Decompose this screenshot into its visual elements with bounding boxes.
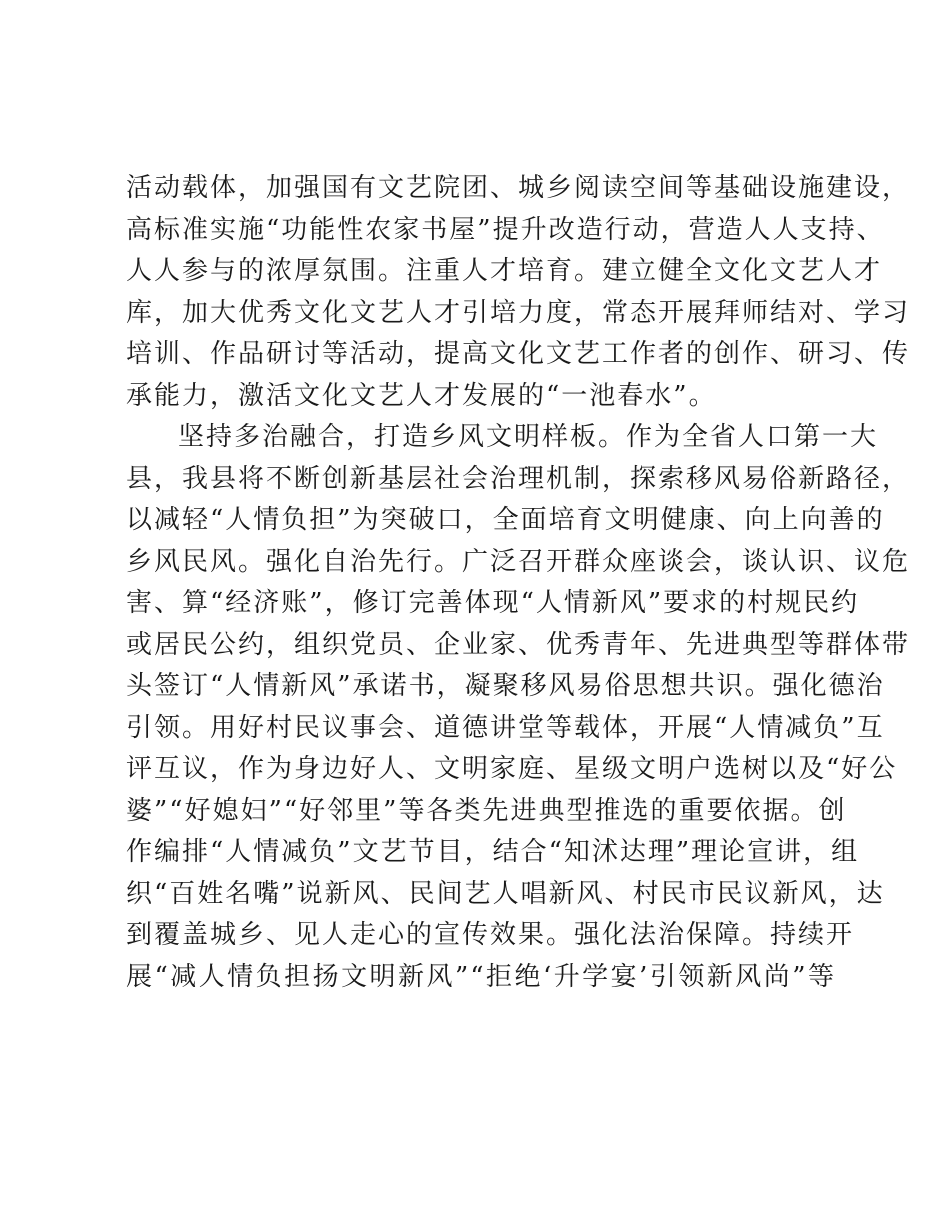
text-line: 承能力，激活文化文艺人才发展的“一池春水”。	[126, 380, 717, 411]
text-line: 库，加大优秀文化文艺人才引培力度，常态开展拜师结对、学习	[126, 297, 911, 328]
text-line: 活动载体，加强国有文艺院团、城乡阅读空间等基础设施建设，	[126, 173, 911, 203]
text-line: 乡风民风。强化自治先行。广泛召开群众座谈会，谈认识、议危	[126, 546, 911, 577]
text-line: 到覆盖城乡、见人走心的宣传效果。强化法治保障。持续开	[126, 920, 855, 950]
text-line: 头签订“人情新风”承诺书，凝聚移风易俗思想共识。强化德治	[126, 671, 885, 701]
document-body	[126, 168, 911, 998]
text-line: 人人参与的浓厚氛围。注重人才培育。建立健全文化文艺人才	[126, 256, 883, 286]
text-line: 县，我县将不断创新基层社会治理机制，探索移风易俗新路径，	[126, 463, 911, 494]
text-line: 或居民公约，组织党员、企业家、优秀青年、先进典型等群体带	[126, 629, 911, 660]
text-line: 织“百姓名嘴”说新风、民间艺人唱新风、村民市民议新风，达	[126, 878, 885, 909]
text-line: 作编排“人情减负”文艺节目，结合“知沭达理”理论宣讲，组	[126, 837, 860, 867]
text-line: 培训、作品研讨等活动，提高文化文艺工作者的创作、研习、传	[126, 339, 911, 369]
text-line: 评互议，作为身边好人、文明家庭、星级文明户选树以及“好公	[126, 754, 898, 784]
paragraph-first-line: 坚持多治融合，打造乡风文明样板。作为全省人口第一大	[178, 422, 879, 452]
text-line: 高标准实施“功能性农家书屋”提升改造行动，营造人人支持、	[126, 214, 885, 245]
text-line: 婆”“好媳妇”“好邻里”等各类先进典型推选的重要依据。创	[126, 795, 847, 826]
text-line: 展“减人情负担扬文明新风”“拒绝‘升学宴’引领新风尚”等	[126, 961, 836, 992]
text-line: 害、算“经济账”，修订完善体现“人情新风”要求的村规民约	[126, 588, 860, 618]
text-line: 以减轻“人情负担”为突破口，全面培育文明健康、向上向善的	[126, 505, 885, 535]
text-line: 引领。用好村民议事会、道德讲堂等载体，开展“人情减负”互	[126, 712, 885, 743]
